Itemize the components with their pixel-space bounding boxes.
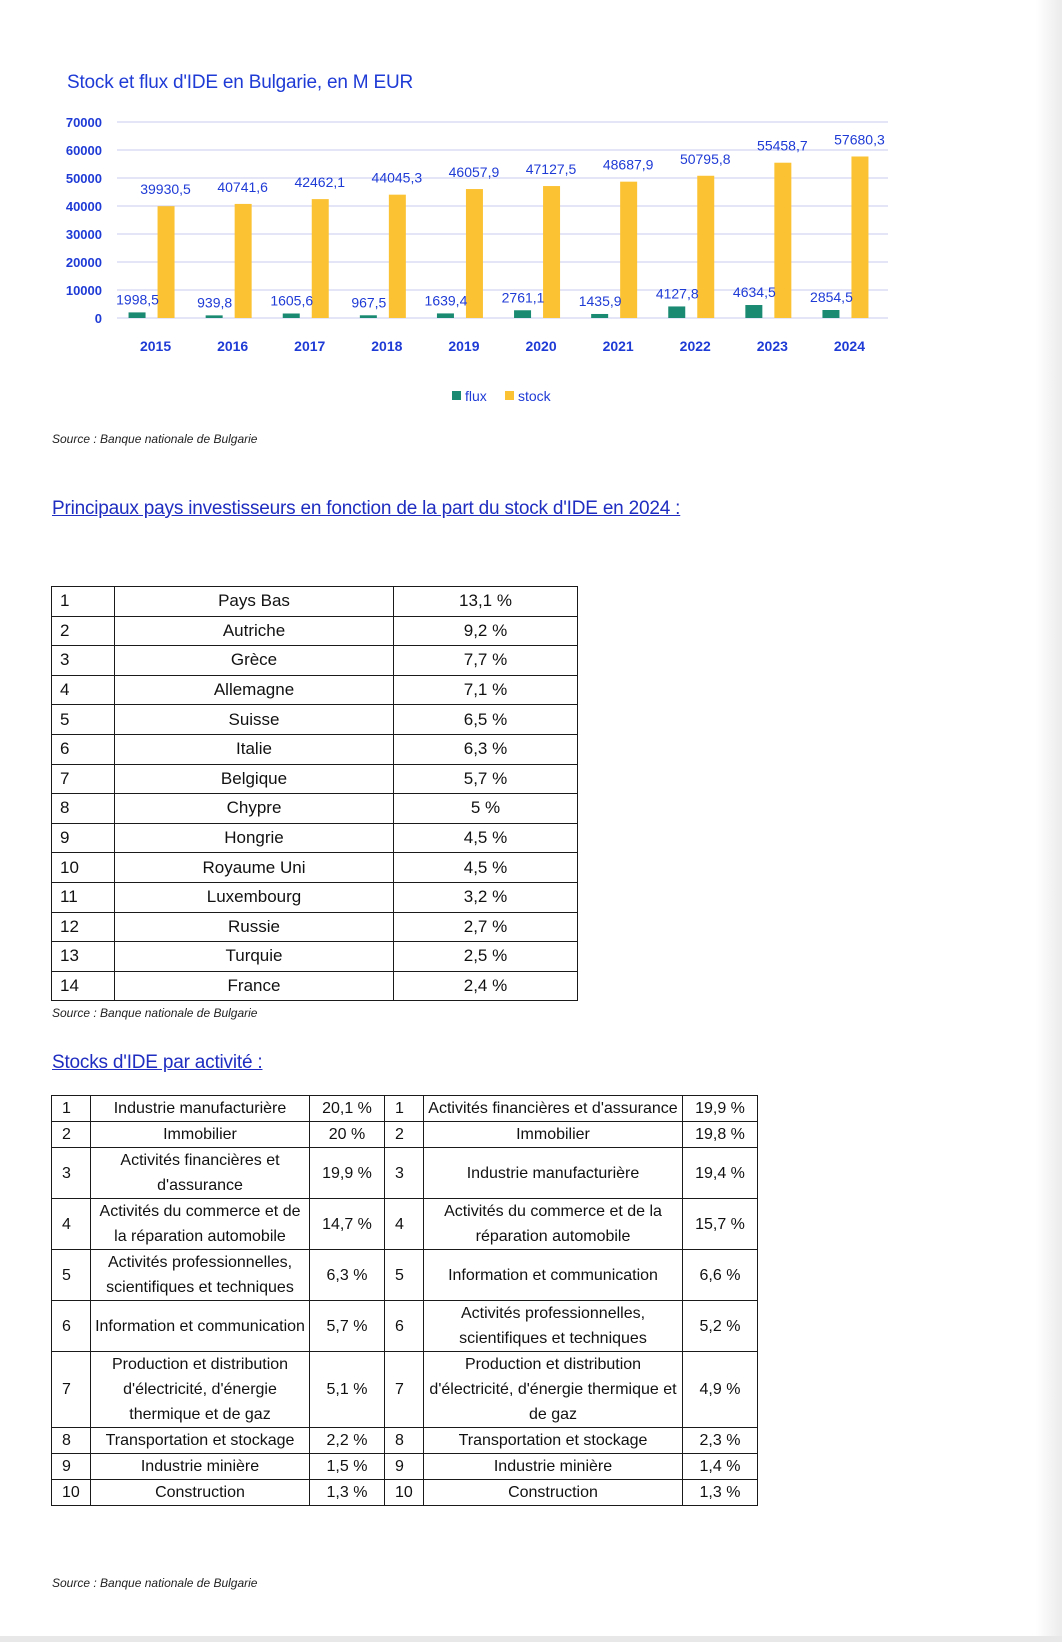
country-rank-cell: 11 (52, 882, 115, 912)
activity-a2-cell: Construction (424, 1480, 683, 1506)
flux-bar (591, 314, 608, 318)
country-share-cell: 2,7 % (394, 912, 578, 942)
activity-p1-cell: 1,5 % (310, 1454, 385, 1480)
y-tick-label: 30000 (65, 227, 102, 242)
stock-data-label: 44045,3 (371, 169, 423, 186)
stock-bar (466, 189, 483, 318)
table-row (52, 646, 578, 676)
country-name-cell: Luxembourg (115, 882, 394, 912)
table-row (52, 675, 578, 705)
activities-title: Stocks d'IDE par activité : (52, 1052, 263, 1073)
activity-a2-cell: Production et distribution d'électricité, d'énergie thermique et de gaz (424, 1352, 683, 1428)
activity-r2-cell: 6 (385, 1301, 424, 1352)
activity-r1-cell: 8 (52, 1428, 91, 1454)
activity-p2-cell: 5,2 % (683, 1301, 758, 1352)
activity-r2-cell: 2 (385, 1122, 424, 1148)
legend-stock-swatch (505, 391, 514, 400)
table-row (52, 1199, 758, 1250)
activity-a1-cell: Construction (91, 1480, 310, 1506)
table-row (52, 1250, 758, 1301)
activity-r2-cell: 10 (385, 1480, 424, 1506)
stock-data-label: 46057,9 (448, 164, 500, 181)
country-share-cell: 7,7 % (394, 646, 578, 676)
activity-a2-cell: Information et communication (424, 1250, 683, 1301)
activity-a1-cell: Transportation et stockage (91, 1428, 310, 1454)
stock-bar (620, 182, 637, 318)
bottom-edge (0, 1636, 1062, 1642)
country-share-cell: 6,3 % (394, 734, 578, 764)
country-rank-cell: 3 (52, 646, 115, 676)
country-name-cell: Russie (115, 912, 394, 942)
activity-r1-cell: 6 (52, 1301, 91, 1352)
table-row (52, 1454, 758, 1480)
y-tick-label: 70000 (65, 115, 102, 130)
activity-p2-cell: 15,7 % (683, 1199, 758, 1250)
country-share-cell: 4,5 % (394, 823, 578, 853)
flux-bar (283, 314, 300, 318)
activity-p2-cell: 19,8 % (683, 1122, 758, 1148)
flux-bar (514, 310, 531, 318)
activity-p2-cell: 1,4 % (683, 1454, 758, 1480)
activity-a1-cell: Activités professionnelles, scientifiques et techniques (91, 1250, 310, 1301)
countries-table (51, 586, 578, 1001)
country-rank-cell: 4 (52, 675, 115, 705)
activity-a1-cell: Information et communication (91, 1301, 310, 1352)
flux-data-label: 2761,1 (501, 289, 545, 306)
stock-data-label: 50795,8 (679, 150, 731, 167)
country-rank-cell: 2 (52, 616, 115, 646)
activity-a2-cell: Activités du commerce et de la réparation automobile (424, 1199, 683, 1250)
activity-a1-cell: Activités financières et d'assurance (91, 1148, 310, 1199)
activity-r1-cell: 2 (52, 1122, 91, 1148)
country-rank-cell: 9 (52, 823, 115, 853)
country-share-cell: 5 % (394, 794, 578, 824)
activity-p1-cell: 6,3 % (310, 1250, 385, 1301)
activity-r1-cell: 10 (52, 1480, 91, 1506)
activities-source: Source : Banque nationale de Bulgarie (52, 1576, 258, 1590)
table-row (52, 1096, 758, 1122)
activity-a2-cell: Activités financières et d'assurance (424, 1096, 683, 1122)
countries-source: Source : Banque nationale de Bulgarie (52, 1006, 258, 1020)
country-name-cell: Pays Bas (115, 587, 394, 617)
legend-flux-swatch (452, 391, 461, 400)
country-name-cell: Autriche (115, 616, 394, 646)
table-row (52, 587, 578, 617)
flux-bar (668, 306, 685, 318)
x-tick-label: 2019 (448, 338, 480, 354)
country-name-cell: Chypre (115, 794, 394, 824)
activity-p2-cell: 4,9 % (683, 1352, 758, 1428)
table-row (52, 794, 578, 824)
country-share-cell: 2,4 % (394, 971, 578, 1001)
activity-p1-cell: 20,1 % (310, 1096, 385, 1122)
x-tick-label: 2020 (525, 338, 557, 354)
table-row (52, 1122, 758, 1148)
activity-p2-cell: 2,3 % (683, 1428, 758, 1454)
flux-bar (206, 315, 223, 318)
country-rank-cell: 12 (52, 912, 115, 942)
stock-bar (235, 204, 252, 318)
stock-data-label: 47127,5 (525, 161, 577, 178)
y-tick-label: 40000 (65, 199, 102, 214)
activity-r2-cell: 4 (385, 1199, 424, 1250)
country-name-cell: Allemagne (115, 675, 394, 705)
flux-bar (360, 315, 377, 318)
y-tick-label: 60000 (65, 143, 102, 158)
flux-data-label: 2854,5 (810, 289, 853, 306)
y-tick-label: 20000 (65, 255, 102, 270)
y-tick-label: 0 (94, 311, 102, 326)
flux-bar (745, 305, 762, 318)
legend-stock-label: stock (518, 388, 551, 404)
activity-p1-cell: 1,3 % (310, 1480, 385, 1506)
activity-r1-cell: 1 (52, 1096, 91, 1122)
x-tick-label: 2017 (294, 338, 326, 354)
country-share-cell: 5,7 % (394, 764, 578, 794)
activity-a2-cell: Activités professionnelles, scientifiques et techniques (424, 1301, 683, 1352)
activity-r2-cell: 7 (385, 1352, 424, 1428)
chart-title: Stock et flux d'IDE en Bulgarie, en M EUR (67, 72, 414, 93)
activity-p1-cell: 14,7 % (310, 1199, 385, 1250)
flux-data-label: 967,5 (351, 294, 387, 311)
x-tick-label: 2024 (833, 338, 866, 354)
country-share-cell: 6,5 % (394, 705, 578, 735)
activity-r1-cell: 4 (52, 1199, 91, 1250)
countries-title: Principaux pays investisseurs en fonction de la part du stock d'IDE en 2024 : (52, 498, 681, 519)
flux-bar (129, 312, 146, 318)
table-row (52, 882, 578, 912)
flux-data-label: 1435,9 (578, 292, 622, 309)
country-rank-cell: 5 (52, 705, 115, 735)
activity-a1-cell: Immobilier (91, 1122, 310, 1148)
activity-r2-cell: 3 (385, 1148, 424, 1199)
activity-p2-cell: 6,6 % (683, 1250, 758, 1301)
x-tick-label: 2021 (602, 338, 634, 354)
x-tick-label: 2023 (756, 338, 788, 354)
table-row (52, 616, 578, 646)
activity-p2-cell: 19,4 % (683, 1148, 758, 1199)
activity-p1-cell: 20 % (310, 1122, 385, 1148)
activity-a1-cell: Production et distribution d'électricité, d'énergie thermique et de gaz (91, 1352, 310, 1428)
y-tick-label: 10000 (65, 283, 102, 298)
activity-a1-cell: Activités du commerce et de la réparation automobile (91, 1199, 310, 1250)
activity-r2-cell: 8 (385, 1428, 424, 1454)
activity-a2-cell: Industrie manufacturière (424, 1148, 683, 1199)
country-rank-cell: 10 (52, 853, 115, 883)
stock-bar (697, 176, 714, 318)
country-share-cell: 2,5 % (394, 942, 578, 972)
table-row (52, 764, 578, 794)
country-rank-cell: 8 (52, 794, 115, 824)
country-rank-cell: 1 (52, 587, 115, 617)
activity-r1-cell: 7 (52, 1352, 91, 1428)
country-name-cell: Royaume Uni (115, 853, 394, 883)
flux-data-label: 1998,5 (116, 291, 159, 308)
activity-a1-cell: Industrie minière (91, 1454, 310, 1480)
country-name-cell: Suisse (115, 705, 394, 735)
flux-data-label: 4127,8 (655, 285, 699, 302)
activity-r2-cell: 1 (385, 1096, 424, 1122)
activity-a2-cell: Industrie minière (424, 1454, 683, 1480)
activity-a2-cell: Immobilier (424, 1122, 683, 1148)
activity-r2-cell: 5 (385, 1250, 424, 1301)
flux-data-label: 4634,5 (732, 284, 776, 301)
activity-a1-cell: Industrie manufacturière (91, 1096, 310, 1122)
table-row (52, 971, 578, 1001)
flux-data-label: 1605,6 (270, 292, 314, 309)
activity-r1-cell: 5 (52, 1250, 91, 1301)
country-name-cell: Grèce (115, 646, 394, 676)
stock-bar (543, 186, 560, 318)
country-rank-cell: 14 (52, 971, 115, 1001)
country-rank-cell: 7 (52, 764, 115, 794)
table-row (52, 1428, 758, 1454)
table-row (52, 1148, 758, 1199)
table-row (52, 853, 578, 883)
flux-bar (437, 313, 454, 318)
legend-flux-label: flux (465, 388, 487, 404)
stock-bar (774, 163, 791, 318)
activity-a2-cell: Transportation et stockage (424, 1428, 683, 1454)
country-share-cell: 7,1 % (394, 675, 578, 705)
activity-p1-cell: 5,1 % (310, 1352, 385, 1428)
activity-p1-cell: 5,7 % (310, 1301, 385, 1352)
stock-bar (389, 195, 406, 318)
activity-r1-cell: 3 (52, 1148, 91, 1199)
table-row (52, 705, 578, 735)
activity-p1-cell: 19,9 % (310, 1148, 385, 1199)
activity-p2-cell: 19,9 % (683, 1096, 758, 1122)
stock-bar (158, 206, 175, 318)
x-tick-label: 2016 (217, 338, 249, 354)
stock-data-label: 57680,3 (834, 131, 885, 148)
table-row (52, 734, 578, 764)
stock-data-label: 48687,9 (602, 156, 654, 173)
country-share-cell: 4,5 % (394, 853, 578, 883)
table-row (52, 823, 578, 853)
stock-bar (312, 199, 329, 318)
table-row (52, 1352, 758, 1428)
country-share-cell: 13,1 % (394, 587, 578, 617)
flux-data-label: 939,8 (197, 294, 233, 311)
activity-r1-cell: 9 (52, 1454, 91, 1480)
x-tick-label: 2022 (679, 338, 711, 354)
flux-data-label: 1639,4 (424, 292, 468, 309)
country-name-cell: Turquie (115, 942, 394, 972)
stock-data-label: 39930,5 (140, 181, 191, 198)
flux-bar (822, 310, 839, 318)
table-row (52, 1301, 758, 1352)
x-tick-label: 2015 (139, 338, 172, 354)
activity-p2-cell: 1,3 % (683, 1480, 758, 1506)
country-name-cell: Italie (115, 734, 394, 764)
country-name-cell: Belgique (115, 764, 394, 794)
country-name-cell: France (115, 971, 394, 1001)
x-tick-label: 2018 (371, 338, 403, 354)
stock-data-label: 42462,1 (294, 174, 346, 191)
table-row (52, 1480, 758, 1506)
country-name-cell: Hongrie (115, 823, 394, 853)
fdi-bar-chart (0, 0, 1062, 420)
country-share-cell: 9,2 % (394, 616, 578, 646)
activity-p1-cell: 2,2 % (310, 1428, 385, 1454)
country-share-cell: 3,2 % (394, 882, 578, 912)
stock-data-label: 40741,6 (217, 178, 268, 195)
stock-data-label: 55458,7 (757, 137, 808, 154)
table-row (52, 942, 578, 972)
chart-source: Source : Banque nationale de Bulgarie (52, 432, 258, 446)
country-rank-cell: 13 (52, 942, 115, 972)
table-row (52, 912, 578, 942)
country-rank-cell: 6 (52, 734, 115, 764)
activity-r2-cell: 9 (385, 1454, 424, 1480)
y-tick-label: 50000 (65, 171, 102, 186)
activities-table (51, 1095, 758, 1506)
stock-bar (851, 156, 868, 318)
